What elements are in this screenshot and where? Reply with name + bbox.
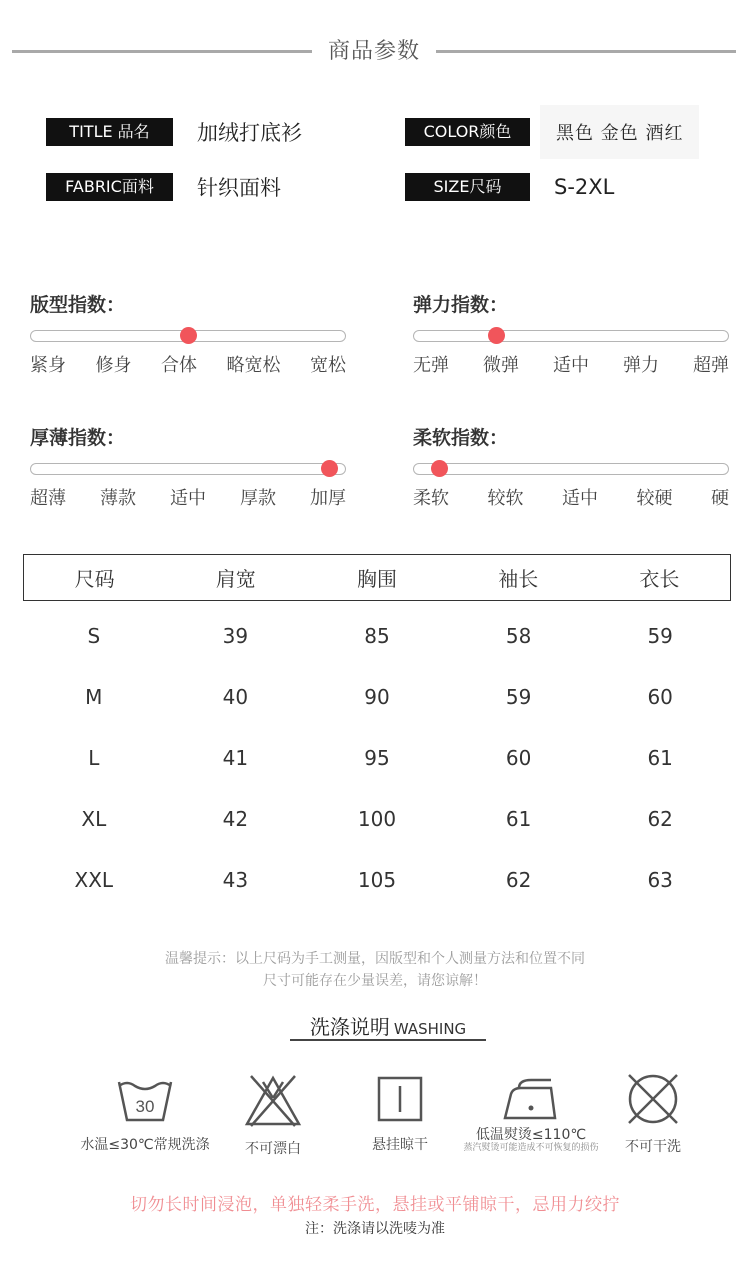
table-cell: M — [85, 684, 103, 709]
header-divider-right — [436, 50, 736, 53]
index-option: 适中 — [553, 355, 589, 376]
index-option: 加厚 — [310, 488, 346, 509]
table-cell: 59 — [647, 623, 673, 648]
table-row — [23, 850, 731, 911]
index-option: 柔软 — [413, 488, 449, 509]
tips-line-1: 温馨提示：以上尺码为手工测量，因版型和个人测量方法和位置不同 — [165, 951, 585, 967]
header-cell: 袖长 — [498, 567, 539, 591]
index-option: 微弹 — [483, 355, 519, 376]
index-option: 适中 — [170, 488, 206, 509]
index-option: 薄款 — [100, 488, 136, 509]
table-cell: 61 — [647, 745, 673, 770]
table-cell: XXL — [74, 868, 114, 893]
wash-caption: 不可漂白 — [245, 1141, 301, 1157]
wash-sub-caption: 蒸汽熨烫可能造成不可恢复的损伤 — [463, 1143, 599, 1153]
table-cell: 100 — [357, 807, 397, 832]
spec-size — [405, 172, 614, 202]
section-header — [0, 30, 750, 70]
index-marker — [431, 460, 448, 477]
wash-item-no-dry-clean — [578, 1072, 728, 1156]
index-option: 超弹 — [693, 355, 729, 376]
index-option: 修身 — [95, 355, 132, 376]
table-row — [23, 727, 731, 788]
index-marker — [488, 327, 505, 344]
table-cell: 61 — [505, 807, 532, 832]
hang-dry-icon — [375, 1072, 425, 1124]
iron-low-icon — [501, 1072, 561, 1124]
index-track — [30, 463, 346, 475]
header-cell: 胸围 — [357, 567, 397, 591]
table-cell: 58 — [505, 623, 532, 648]
wash-30-icon — [115, 1072, 175, 1124]
spec-tag-color: COLOR颜色 — [405, 118, 530, 146]
index-marker — [321, 460, 338, 477]
spec-value-color: 黑色 金色 酒红 — [540, 105, 699, 159]
table-cell: 60 — [505, 745, 532, 770]
index-option: 适中 — [562, 488, 598, 509]
index-option: 弹力 — [623, 355, 659, 376]
table-row — [23, 605, 731, 666]
table-cell: 105 — [357, 868, 397, 893]
elasticity-index — [413, 290, 729, 377]
index-track — [30, 330, 346, 342]
washing-title-en: WASHING — [393, 1020, 467, 1038]
washing-title-zh: 洗涤说明 — [309, 1015, 390, 1039]
table-cell: 60 — [647, 684, 673, 709]
spec-tag-size: SIZE尺码 — [405, 173, 530, 201]
table-row — [23, 789, 731, 850]
table-header — [23, 554, 731, 601]
index-option: 超薄 — [30, 488, 66, 509]
index-label: 厚薄指数： — [30, 427, 126, 449]
section-title: 商品参数 — [327, 39, 420, 64]
spec-tag-fabric: FABRIC面料 — [46, 173, 173, 201]
index-track — [413, 330, 729, 342]
table-cell: 95 — [364, 745, 390, 770]
index-track — [413, 463, 729, 475]
softness-index — [413, 423, 729, 510]
spec-value-title: 加绒打底衫 — [197, 121, 302, 145]
table-row — [23, 666, 731, 727]
fit-index — [30, 290, 346, 377]
index-marker — [180, 327, 197, 344]
table-cell: L — [88, 745, 100, 770]
wash-caption: 不可干洗 — [625, 1139, 681, 1155]
index-option: 宽松 — [310, 355, 346, 376]
table-cell: 42 — [222, 807, 249, 832]
table-cell: 59 — [505, 684, 532, 709]
spec-title — [46, 117, 302, 147]
index-label: 柔软指数： — [413, 427, 509, 449]
table-cell: 90 — [364, 684, 390, 709]
tips-line-2: 尺寸可能存在少量误差，请您谅解！ — [263, 973, 487, 989]
table-cell: 62 — [647, 807, 673, 832]
measurement-tips — [0, 948, 750, 992]
table-cell: 62 — [505, 868, 532, 893]
index-label: 弹力指数： — [413, 294, 509, 316]
no-bleach-icon — [243, 1072, 303, 1128]
wash-item-hang-dry — [325, 1072, 475, 1154]
thickness-index — [30, 423, 346, 510]
table-cell: 85 — [364, 623, 390, 648]
spec-value-fabric: 针织面料 — [197, 176, 281, 200]
index-option: 合体 — [161, 355, 197, 376]
table-cell: 43 — [222, 868, 249, 893]
index-label: 版型指数： — [30, 294, 126, 316]
table-cell: 41 — [222, 745, 249, 770]
wash-temp-text: 30 — [135, 1097, 155, 1116]
index-option: 硬 — [711, 488, 729, 509]
table-cell: S — [87, 623, 101, 648]
table-cell: XL — [81, 807, 107, 832]
header-cell: 肩宽 — [215, 567, 256, 591]
size-table — [23, 554, 731, 911]
no-dry-clean-icon — [625, 1072, 681, 1126]
wash-caption: 低温熨烫≤110℃ — [475, 1127, 587, 1143]
index-option: 较硬 — [636, 488, 673, 509]
table-cell: 39 — [222, 623, 249, 648]
table-cell: 63 — [647, 868, 673, 893]
index-option: 略宽松 — [226, 355, 281, 376]
washing-warning: 切勿长时间浸泡，单独轻柔手洗，悬挂或平铺晾干，忌用力绞拧 — [130, 1195, 620, 1215]
header-cell: 衣长 — [639, 567, 680, 591]
table-cell: 40 — [222, 684, 249, 709]
index-option: 厚款 — [240, 488, 276, 509]
wash-caption: 悬挂晾干 — [372, 1137, 428, 1153]
spec-tag-title: TITLE 品名 — [46, 118, 173, 146]
wash-caption: 水温≤30℃常规洗涤 — [80, 1137, 210, 1153]
washing-note: 注：洗涤请以洗唛为准 — [305, 1221, 445, 1237]
spec-fabric — [46, 172, 281, 202]
spec-color — [405, 117, 699, 147]
header-divider-left — [12, 50, 312, 53]
index-option: 较软 — [487, 488, 524, 509]
spec-value-size: S-2XL — [554, 175, 615, 199]
index-option: 无弹 — [413, 355, 449, 376]
table-body — [23, 601, 731, 911]
header-cell: 尺码 — [74, 567, 115, 591]
index-option: 紧身 — [30, 355, 66, 376]
washing-header — [290, 1011, 486, 1041]
